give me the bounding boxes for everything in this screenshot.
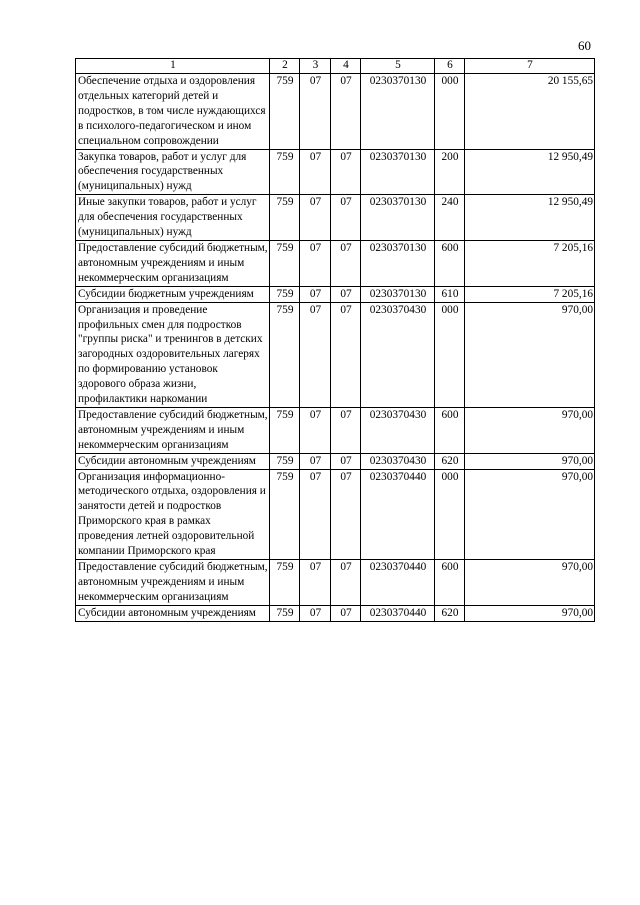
row-csr: 0230370130 bbox=[361, 74, 435, 150]
budget-table bbox=[75, 58, 595, 622]
row-ved: 759 bbox=[270, 240, 300, 286]
row-name: Субсидии бюджетным учреждениям bbox=[76, 286, 270, 302]
row-rz: 07 bbox=[300, 469, 331, 559]
row-vr: 610 bbox=[435, 286, 465, 302]
row-amount: 20 155,65 bbox=[465, 74, 595, 150]
row-ved: 759 bbox=[270, 560, 300, 606]
row-amount: 970,00 bbox=[465, 560, 595, 606]
column-header: 7 bbox=[465, 59, 595, 74]
row-ved: 759 bbox=[270, 286, 300, 302]
row-amount: 12 950,49 bbox=[465, 149, 595, 195]
row-vr: 000 bbox=[435, 74, 465, 150]
row-rz: 07 bbox=[300, 149, 331, 195]
row-vr: 200 bbox=[435, 149, 465, 195]
row-rz: 07 bbox=[300, 240, 331, 286]
row-vr: 000 bbox=[435, 469, 465, 559]
row-name: Обеспечение отдыха и оздоровления отдельных категорий детей и подростков, в том числе нуждающихся в психолого-педагогическом и ином специальном сопровождении bbox=[76, 74, 270, 150]
row-pr: 07 bbox=[331, 302, 361, 407]
row-amount: 12 950,49 bbox=[465, 195, 595, 241]
row-csr: 0230370440 bbox=[361, 560, 435, 606]
row-pr: 07 bbox=[331, 453, 361, 469]
row-ved: 759 bbox=[270, 149, 300, 195]
row-vr: 620 bbox=[435, 453, 465, 469]
column-header: 3 bbox=[300, 59, 331, 74]
table-row bbox=[76, 149, 595, 195]
row-name: Субсидии автономным учреждениям bbox=[76, 605, 270, 621]
row-name: Предоставление субсидий бюджетным, автономным учреждениям и иным некоммерческим организациям bbox=[76, 560, 270, 606]
column-header: 6 bbox=[435, 59, 465, 74]
row-ved: 759 bbox=[270, 453, 300, 469]
row-pr: 07 bbox=[331, 195, 361, 241]
column-header: 5 bbox=[361, 59, 435, 74]
row-pr: 07 bbox=[331, 560, 361, 606]
row-rz: 07 bbox=[300, 453, 331, 469]
row-pr: 07 bbox=[331, 149, 361, 195]
table-header-row bbox=[76, 59, 595, 74]
row-vr: 600 bbox=[435, 560, 465, 606]
row-amount: 7 205,16 bbox=[465, 286, 595, 302]
row-amount: 970,00 bbox=[465, 469, 595, 559]
row-csr: 0230370430 bbox=[361, 453, 435, 469]
row-name: Организация и проведение профильных смен для подростков "группы риска" и тренингов в детских загородных оздоровительных лагерях по формированию установок здорового образа жизни, профилактики наркомании bbox=[76, 302, 270, 407]
row-vr: 620 bbox=[435, 605, 465, 621]
column-header: 1 bbox=[76, 59, 270, 74]
row-name: Закупка товаров, работ и услуг для обеспечения государственных (муниципальных) нужд bbox=[76, 149, 270, 195]
row-pr: 07 bbox=[331, 407, 361, 453]
row-vr: 600 bbox=[435, 240, 465, 286]
row-rz: 07 bbox=[300, 286, 331, 302]
row-amount: 7 205,16 bbox=[465, 240, 595, 286]
row-ved: 759 bbox=[270, 195, 300, 241]
row-csr: 0230370440 bbox=[361, 605, 435, 621]
table-row bbox=[76, 605, 595, 621]
row-pr: 07 bbox=[331, 605, 361, 621]
table-row bbox=[76, 286, 595, 302]
row-ved: 759 bbox=[270, 407, 300, 453]
row-csr: 0230370130 bbox=[361, 149, 435, 195]
row-ved: 759 bbox=[270, 469, 300, 559]
row-name: Предоставление субсидий бюджетным, автономным учреждениям и иным некоммерческим организациям bbox=[76, 240, 270, 286]
row-name: Субсидии автономным учреждениям bbox=[76, 453, 270, 469]
table-row bbox=[76, 560, 595, 606]
row-vr: 600 bbox=[435, 407, 465, 453]
row-name: Предоставление субсидий бюджетным, автономным учреждениям и иным некоммерческим организациям bbox=[76, 407, 270, 453]
row-name: Иные закупки товаров, работ и услуг для обеспечения государственных (муниципальных) нужд bbox=[76, 195, 270, 241]
table-row bbox=[76, 302, 595, 407]
row-amount: 970,00 bbox=[465, 302, 595, 407]
row-csr: 0230370430 bbox=[361, 407, 435, 453]
row-csr: 0230370430 bbox=[361, 302, 435, 407]
row-rz: 07 bbox=[300, 302, 331, 407]
row-amount: 970,00 bbox=[465, 453, 595, 469]
row-vr: 240 bbox=[435, 195, 465, 241]
row-csr: 0230370130 bbox=[361, 286, 435, 302]
row-pr: 07 bbox=[331, 469, 361, 559]
row-pr: 07 bbox=[331, 286, 361, 302]
row-pr: 07 bbox=[331, 240, 361, 286]
row-ved: 759 bbox=[270, 74, 300, 150]
row-rz: 07 bbox=[300, 195, 331, 241]
row-ved: 759 bbox=[270, 605, 300, 621]
row-name: Организация информационно-методического отдыха, оздоровления и занятости детей и подростков Приморского края в рамках проведения летней оздоровительной компании Приморского края bbox=[76, 469, 270, 559]
row-vr: 000 bbox=[435, 302, 465, 407]
row-rz: 07 bbox=[300, 74, 331, 150]
row-rz: 07 bbox=[300, 560, 331, 606]
table-row bbox=[76, 74, 595, 150]
column-header: 2 bbox=[270, 59, 300, 74]
table-row bbox=[76, 195, 595, 241]
table-row bbox=[76, 240, 595, 286]
row-rz: 07 bbox=[300, 605, 331, 621]
row-csr: 0230370130 bbox=[361, 240, 435, 286]
column-header: 4 bbox=[331, 59, 361, 74]
row-amount: 970,00 bbox=[465, 605, 595, 621]
table-row bbox=[76, 469, 595, 559]
row-pr: 07 bbox=[331, 74, 361, 150]
row-csr: 0230370440 bbox=[361, 469, 435, 559]
row-rz: 07 bbox=[300, 407, 331, 453]
table-row bbox=[76, 453, 595, 469]
row-amount: 970,00 bbox=[465, 407, 595, 453]
row-ved: 759 bbox=[270, 302, 300, 407]
row-csr: 0230370130 bbox=[361, 195, 435, 241]
page-number: 60 bbox=[578, 38, 591, 53]
table-row bbox=[76, 407, 595, 453]
